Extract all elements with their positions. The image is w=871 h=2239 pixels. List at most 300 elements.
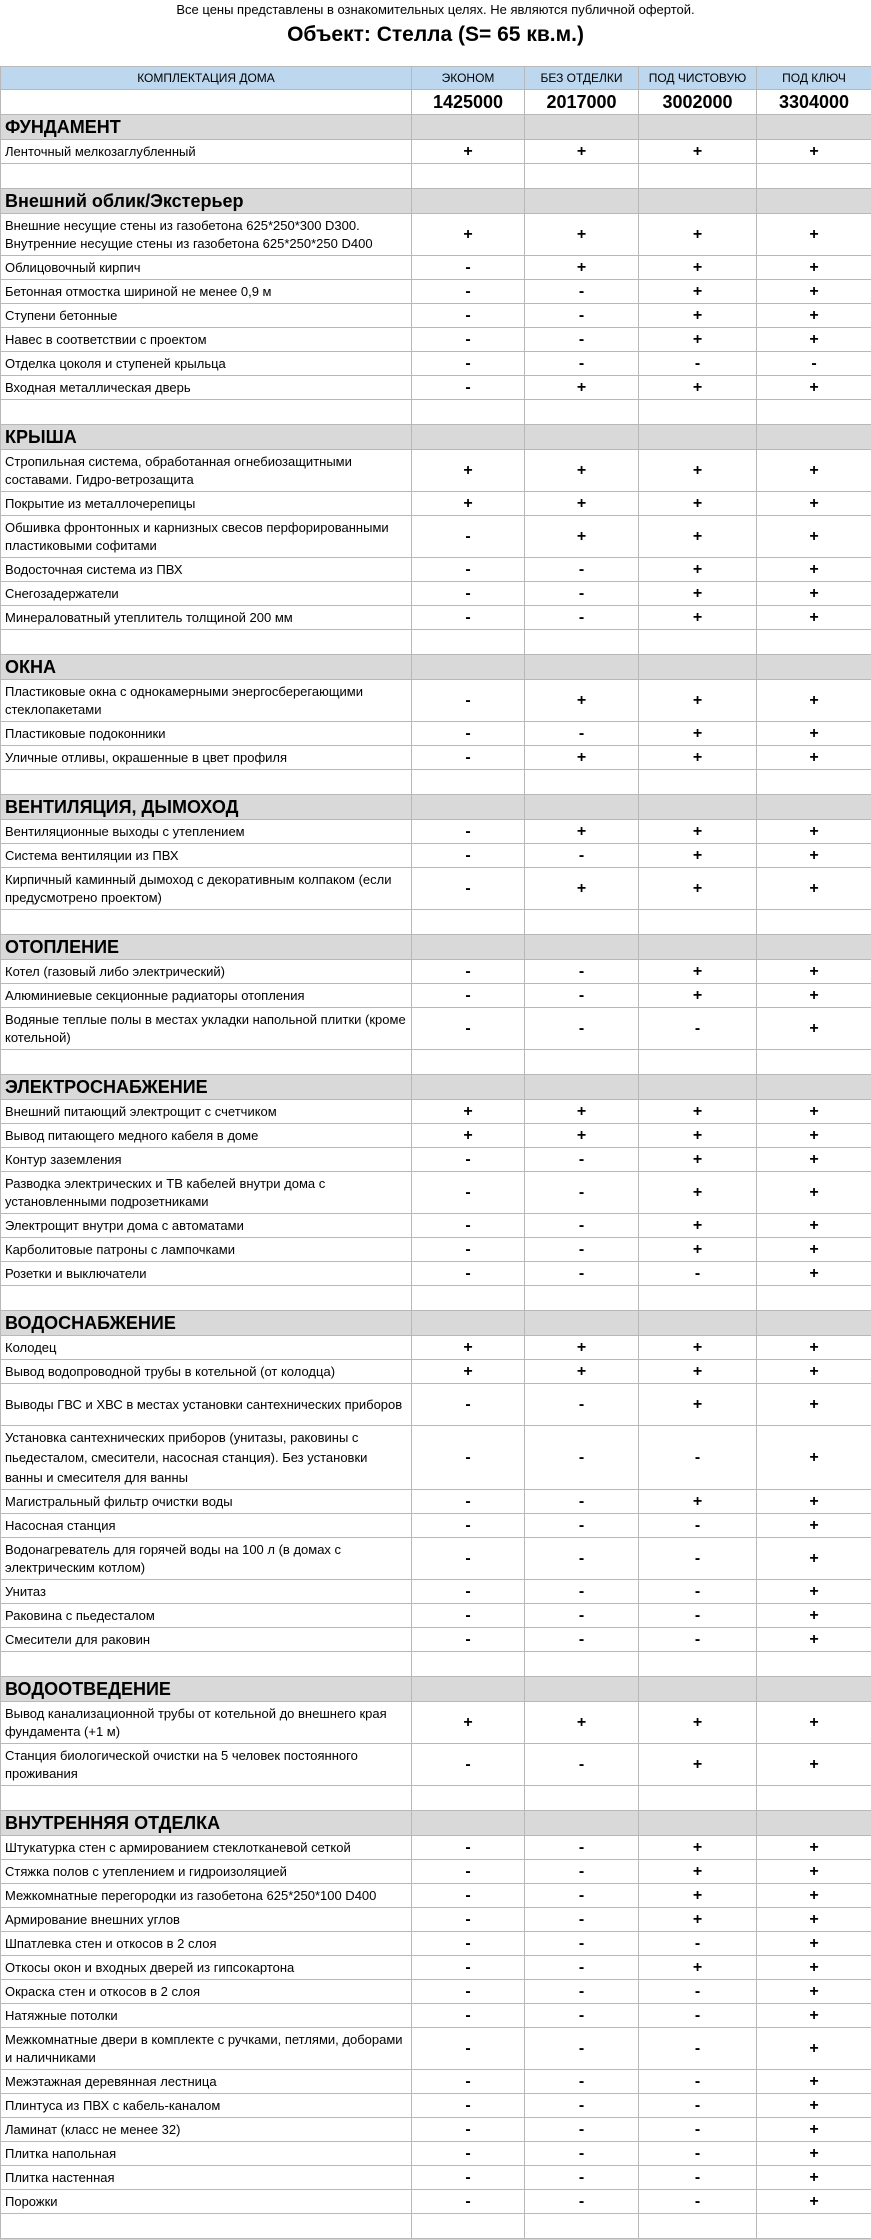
section-title: ОТОПЛЕНИЕ [1, 935, 412, 960]
availability-mark: - [525, 558, 639, 582]
availability-mark: + [525, 450, 639, 492]
section-title: КРЫША [1, 425, 412, 450]
availability-mark: + [525, 820, 639, 844]
availability-mark: + [757, 256, 871, 280]
blank-value-cell [412, 400, 525, 425]
header-col-no-finish: БЕЗ ОТДЕЛКИ [525, 67, 639, 90]
availability-mark: + [757, 984, 871, 1008]
blank-value-cell [639, 400, 757, 425]
section-header-row [1, 795, 871, 820]
table-row [1, 2094, 871, 2118]
feature-name: Вентиляционные выходы с утеплением [1, 820, 412, 844]
table-row [1, 1908, 871, 1932]
feature-name: Обшивка фронтонных и карнизных свесов перфорированными пластиковыми софитами [1, 516, 412, 558]
availability-mark: - [412, 352, 525, 376]
feature-name: Контур заземления [1, 1148, 412, 1172]
section-header-cell [639, 935, 757, 960]
feature-name: Входная металлическая дверь [1, 376, 412, 400]
blank-row [1, 1286, 871, 1311]
section-header-cell [639, 425, 757, 450]
table-row [1, 1336, 871, 1360]
section-header-cell [412, 115, 525, 140]
blank-row [1, 630, 871, 655]
availability-mark: + [757, 516, 871, 558]
section-header-cell [525, 655, 639, 680]
availability-mark: + [639, 376, 757, 400]
table-row [1, 1124, 871, 1148]
availability-mark: - [639, 1980, 757, 2004]
availability-mark: + [757, 1580, 871, 1604]
availability-mark: - [639, 352, 757, 376]
availability-mark: + [757, 606, 871, 630]
feature-name: Внешний питающий электрощит с счетчиком [1, 1100, 412, 1124]
blank-cell [1, 910, 412, 935]
table-row [1, 2028, 871, 2070]
table-row [1, 1262, 871, 1286]
availability-mark: + [757, 868, 871, 910]
availability-mark: + [757, 280, 871, 304]
availability-mark: + [639, 280, 757, 304]
section-header-cell [757, 115, 871, 140]
table-row [1, 1744, 871, 1786]
availability-mark: + [639, 1148, 757, 1172]
feature-name: Плитка настенная [1, 2166, 412, 2190]
availability-mark: - [412, 1628, 525, 1652]
section-header-row [1, 425, 871, 450]
availability-mark: - [525, 2070, 639, 2094]
table-row [1, 450, 871, 492]
section-header-cell [757, 935, 871, 960]
availability-mark: + [757, 1932, 871, 1956]
header-label: КОМПЛЕКТАЦИЯ ДОМА [1, 67, 412, 90]
availability-mark: - [525, 1238, 639, 1262]
availability-mark: + [757, 140, 871, 164]
availability-mark: + [639, 746, 757, 770]
section-header-cell [412, 1311, 525, 1336]
feature-name: Натяжные потолки [1, 2004, 412, 2028]
table-row [1, 1426, 871, 1490]
page-title: Объект: Стелла (S= 65 кв.м.) [0, 20, 871, 50]
table-row [1, 1628, 871, 1652]
feature-name: Электрощит внутри дома с автоматами [1, 1214, 412, 1238]
availability-mark: + [639, 1238, 757, 1262]
blank-cell [1, 1286, 412, 1311]
feature-name: Ленточный мелкозаглубленный [1, 140, 412, 164]
availability-mark: + [639, 214, 757, 256]
availability-mark: + [757, 1214, 871, 1238]
availability-mark: - [412, 2070, 525, 2094]
feature-name: Межкомнатные перегородки из газобетона 625*250*100 D400 [1, 1884, 412, 1908]
availability-mark: + [639, 722, 757, 746]
table-row [1, 868, 871, 910]
feature-name: Унитаз [1, 1580, 412, 1604]
table-row [1, 1008, 871, 1050]
table-row [1, 844, 871, 868]
blank-value-cell [639, 2214, 757, 2239]
availability-mark: + [639, 304, 757, 328]
availability-mark: - [639, 1538, 757, 1580]
table-row [1, 1860, 871, 1884]
availability-mark: - [412, 1884, 525, 1908]
feature-name: Насосная станция [1, 1514, 412, 1538]
blank-cell [1, 1652, 412, 1677]
table-row [1, 1148, 871, 1172]
section-header-cell [757, 1311, 871, 1336]
availability-mark: + [757, 2070, 871, 2094]
feature-name: Стяжка полов с утеплением и гидроизоляцией [1, 1860, 412, 1884]
header-col-pre-finish: ПОД ЧИСТОВУЮ [639, 67, 757, 90]
availability-mark: - [639, 1262, 757, 1286]
availability-mark: + [757, 1262, 871, 1286]
blank-row [1, 910, 871, 935]
section-header-cell [757, 1677, 871, 1702]
price-label [1, 90, 412, 115]
availability-mark: + [525, 1336, 639, 1360]
availability-mark: + [525, 1360, 639, 1384]
blank-value-cell [412, 630, 525, 655]
section-header-cell [412, 189, 525, 214]
availability-mark: - [639, 2004, 757, 2028]
feature-name: Вывод питающего медного кабеля в доме [1, 1124, 412, 1148]
blank-value-cell [757, 1286, 871, 1311]
availability-mark: - [639, 1604, 757, 1628]
availability-mark: - [412, 1214, 525, 1238]
section-header-cell [525, 1075, 639, 1100]
availability-mark: + [757, 1384, 871, 1426]
availability-mark: + [639, 558, 757, 582]
feature-name: Стропильная система, обработанная огнебиозащитными составами. Гидро-ветрозащита [1, 450, 412, 492]
availability-mark: - [525, 304, 639, 328]
availability-mark: - [412, 1384, 525, 1426]
blank-row [1, 400, 871, 425]
feature-name: Покрытие из металлочерепицы [1, 492, 412, 516]
blank-value-cell [757, 1652, 871, 1677]
availability-mark: - [525, 1884, 639, 1908]
feature-name: Установка сантехнических приборов (унитазы, раковины с пьедесталом, смесители, насосная станция). Без установки ванны и смесителя для ванны [1, 1426, 412, 1490]
availability-mark: + [525, 746, 639, 770]
table-row [1, 492, 871, 516]
feature-name: Навес в соответствии с проектом [1, 328, 412, 352]
table-row [1, 352, 871, 376]
feature-name: Ламинат (класс не менее 32) [1, 2118, 412, 2142]
availability-mark: - [639, 2118, 757, 2142]
blank-value-cell [639, 770, 757, 795]
availability-mark: - [639, 2142, 757, 2166]
availability-mark: + [525, 680, 639, 722]
section-header-cell [639, 655, 757, 680]
blank-value-cell [525, 630, 639, 655]
availability-mark: - [412, 1580, 525, 1604]
blank-value-cell [757, 2214, 871, 2239]
availability-mark: - [525, 1932, 639, 1956]
blank-value-cell [639, 1786, 757, 1811]
table-row [1, 1884, 871, 1908]
availability-mark: - [412, 376, 525, 400]
blank-cell [1, 1050, 412, 1075]
availability-mark: - [412, 722, 525, 746]
blank-row [1, 2214, 871, 2239]
feature-name: Межэтажная деревянная лестница [1, 2070, 412, 2094]
feature-name: Межкомнатные двери в комплекте с ручками, петлями, доборами и наличниками [1, 2028, 412, 2070]
availability-mark: - [412, 1148, 525, 1172]
blank-row [1, 1050, 871, 1075]
availability-mark: - [525, 1980, 639, 2004]
availability-mark: - [525, 960, 639, 984]
availability-mark: - [525, 1628, 639, 1652]
availability-mark: - [525, 582, 639, 606]
availability-mark: + [639, 1908, 757, 1932]
availability-mark: - [412, 606, 525, 630]
availability-mark: + [412, 1124, 525, 1148]
section-header-row [1, 935, 871, 960]
availability-mark: - [525, 2004, 639, 2028]
table-row [1, 328, 871, 352]
blank-value-cell [525, 1652, 639, 1677]
availability-mark: - [525, 1744, 639, 1786]
section-header-cell [412, 795, 525, 820]
availability-mark: + [757, 558, 871, 582]
availability-mark: + [757, 2166, 871, 2190]
availability-mark: - [412, 1426, 525, 1490]
availability-mark: + [525, 492, 639, 516]
availability-mark: - [412, 960, 525, 984]
availability-mark: + [412, 1702, 525, 1744]
availability-mark: + [757, 1514, 871, 1538]
availability-mark: + [639, 1100, 757, 1124]
availability-mark: + [757, 1702, 871, 1744]
availability-mark: + [757, 1008, 871, 1050]
price-row [1, 90, 871, 115]
blank-value-cell [525, 1050, 639, 1075]
availability-mark: + [639, 1360, 757, 1384]
availability-mark: + [412, 1360, 525, 1384]
availability-mark: + [639, 582, 757, 606]
availability-mark: - [757, 352, 871, 376]
availability-mark: - [412, 516, 525, 558]
blank-value-cell [412, 1050, 525, 1075]
section-header-cell [525, 189, 639, 214]
availability-mark: + [525, 376, 639, 400]
availability-mark: + [757, 746, 871, 770]
availability-mark: + [639, 1490, 757, 1514]
table-row [1, 1580, 871, 1604]
availability-mark: - [412, 328, 525, 352]
table-row [1, 1238, 871, 1262]
table-row [1, 606, 871, 630]
availability-mark: + [525, 868, 639, 910]
table-row [1, 1172, 871, 1214]
blank-value-cell [639, 164, 757, 189]
table-row [1, 140, 871, 164]
availability-mark: + [757, 1538, 871, 1580]
section-header-cell [412, 1075, 525, 1100]
blank-value-cell [525, 770, 639, 795]
section-header-cell [525, 1677, 639, 1702]
feature-name: Смесители для раковин [1, 1628, 412, 1652]
availability-mark: - [412, 2166, 525, 2190]
table-row [1, 1980, 871, 2004]
availability-mark: + [639, 256, 757, 280]
availability-mark: + [639, 1836, 757, 1860]
table-row [1, 680, 871, 722]
feature-name: Разводка электрических и ТВ кабелей внутри дома с установленными подрозетниками [1, 1172, 412, 1214]
section-header-cell [412, 655, 525, 680]
availability-mark: - [525, 1172, 639, 1214]
blank-row [1, 1786, 871, 1811]
blank-value-cell [412, 2214, 525, 2239]
availability-mark: + [639, 606, 757, 630]
availability-mark: + [757, 1628, 871, 1652]
availability-mark: + [757, 328, 871, 352]
availability-mark: - [412, 1262, 525, 1286]
availability-mark: + [525, 1702, 639, 1744]
disclaimer-note: Все цены представлены в ознакомительных целях. Не являются публичной офертой. [0, 0, 871, 20]
availability-mark: + [757, 1604, 871, 1628]
availability-mark: - [412, 1008, 525, 1050]
section-title: ВОДОСНАБЖЕНИЕ [1, 1311, 412, 1336]
availability-mark: - [639, 1580, 757, 1604]
section-header-cell [639, 115, 757, 140]
availability-mark: - [525, 2190, 639, 2214]
availability-mark: - [639, 2028, 757, 2070]
availability-mark: - [639, 1628, 757, 1652]
availability-mark: + [757, 1238, 871, 1262]
table-row [1, 960, 871, 984]
availability-mark: - [525, 1514, 639, 1538]
feature-name: Раковина с пьедесталом [1, 1604, 412, 1628]
availability-mark: - [412, 1836, 525, 1860]
availability-mark: + [639, 328, 757, 352]
availability-mark: - [412, 558, 525, 582]
table-row [1, 304, 871, 328]
feature-name: Розетки и выключатели [1, 1262, 412, 1286]
section-header-cell [639, 1311, 757, 1336]
availability-mark: - [639, 1932, 757, 1956]
availability-mark: - [412, 844, 525, 868]
availability-mark: - [525, 1426, 639, 1490]
table-row [1, 2118, 871, 2142]
availability-mark: - [412, 1172, 525, 1214]
availability-mark: - [412, 984, 525, 1008]
availability-mark: - [412, 1932, 525, 1956]
availability-mark: + [639, 1860, 757, 1884]
availability-mark: + [757, 376, 871, 400]
availability-mark: - [412, 2094, 525, 2118]
blank-value-cell [412, 164, 525, 189]
availability-mark: + [412, 1100, 525, 1124]
blank-value-cell [525, 400, 639, 425]
availability-mark: - [412, 746, 525, 770]
table-row [1, 2142, 871, 2166]
section-header-cell [757, 425, 871, 450]
blank-cell [1, 2214, 412, 2239]
availability-mark: - [412, 2004, 525, 2028]
availability-mark: - [639, 2166, 757, 2190]
feature-name: Колодец [1, 1336, 412, 1360]
availability-mark: + [525, 214, 639, 256]
availability-mark: + [757, 2190, 871, 2214]
availability-mark: - [412, 1860, 525, 1884]
availability-mark: - [525, 1860, 639, 1884]
table-row [1, 820, 871, 844]
availability-mark: + [639, 1336, 757, 1360]
table-row [1, 746, 871, 770]
table-row [1, 214, 871, 256]
availability-mark: + [757, 2028, 871, 2070]
table-row [1, 516, 871, 558]
header-col-turnkey: ПОД КЛЮЧ [757, 67, 871, 90]
availability-mark: + [639, 1384, 757, 1426]
table-row [1, 1514, 871, 1538]
availability-mark: - [412, 256, 525, 280]
availability-mark: + [412, 450, 525, 492]
blank-cell [1, 400, 412, 425]
availability-mark: - [525, 1908, 639, 1932]
availability-mark: - [412, 1980, 525, 2004]
section-header-cell [412, 1811, 525, 1836]
availability-mark: + [639, 820, 757, 844]
section-header-cell [412, 935, 525, 960]
availability-mark: + [757, 1360, 871, 1384]
availability-mark: + [639, 1124, 757, 1148]
blank-value-cell [757, 400, 871, 425]
availability-mark: + [757, 722, 871, 746]
availability-mark: + [639, 984, 757, 1008]
blank-value-cell [757, 910, 871, 935]
availability-mark: + [757, 1836, 871, 1860]
feature-name: Окраска стен и откосов в 2 слоя [1, 1980, 412, 2004]
feature-name: Плитка напольная [1, 2142, 412, 2166]
configuration-table [0, 66, 871, 2239]
table-row [1, 1702, 871, 1744]
availability-mark: - [412, 1538, 525, 1580]
feature-name: Порожки [1, 2190, 412, 2214]
feature-name: Облицовочный кирпич [1, 256, 412, 280]
availability-mark: - [525, 2094, 639, 2118]
section-header-cell [639, 189, 757, 214]
feature-name: Шпатлевка стен и откосов в 2 слоя [1, 1932, 412, 1956]
availability-mark: - [412, 2028, 525, 2070]
availability-mark: + [757, 1884, 871, 1908]
section-header-row [1, 189, 871, 214]
availability-mark: - [525, 1956, 639, 1980]
table-row [1, 722, 871, 746]
feature-name: Вывод водопроводной трубы в котельной (от колодца) [1, 1360, 412, 1384]
feature-name: Минераловатный утеплитель толщиной 200 мм [1, 606, 412, 630]
availability-mark: + [757, 1148, 871, 1172]
table-row [1, 2004, 871, 2028]
section-header-cell [639, 1075, 757, 1100]
availability-mark: + [757, 450, 871, 492]
table-row [1, 2166, 871, 2190]
blank-value-cell [757, 630, 871, 655]
blank-cell [1, 164, 412, 189]
table-row [1, 1384, 871, 1426]
availability-mark: + [639, 1884, 757, 1908]
table-row [1, 2070, 871, 2094]
availability-mark: + [525, 256, 639, 280]
availability-mark: - [412, 1956, 525, 1980]
table-row [1, 984, 871, 1008]
section-title: Внешний облик/Экстерьер [1, 189, 412, 214]
section-header-cell [525, 935, 639, 960]
feature-name: Плинтуса из ПВХ с кабель-каналом [1, 2094, 412, 2118]
section-header-cell [639, 795, 757, 820]
availability-mark: - [525, 1384, 639, 1426]
availability-mark: - [525, 2028, 639, 2070]
availability-mark: + [757, 1980, 871, 2004]
availability-mark: + [757, 844, 871, 868]
